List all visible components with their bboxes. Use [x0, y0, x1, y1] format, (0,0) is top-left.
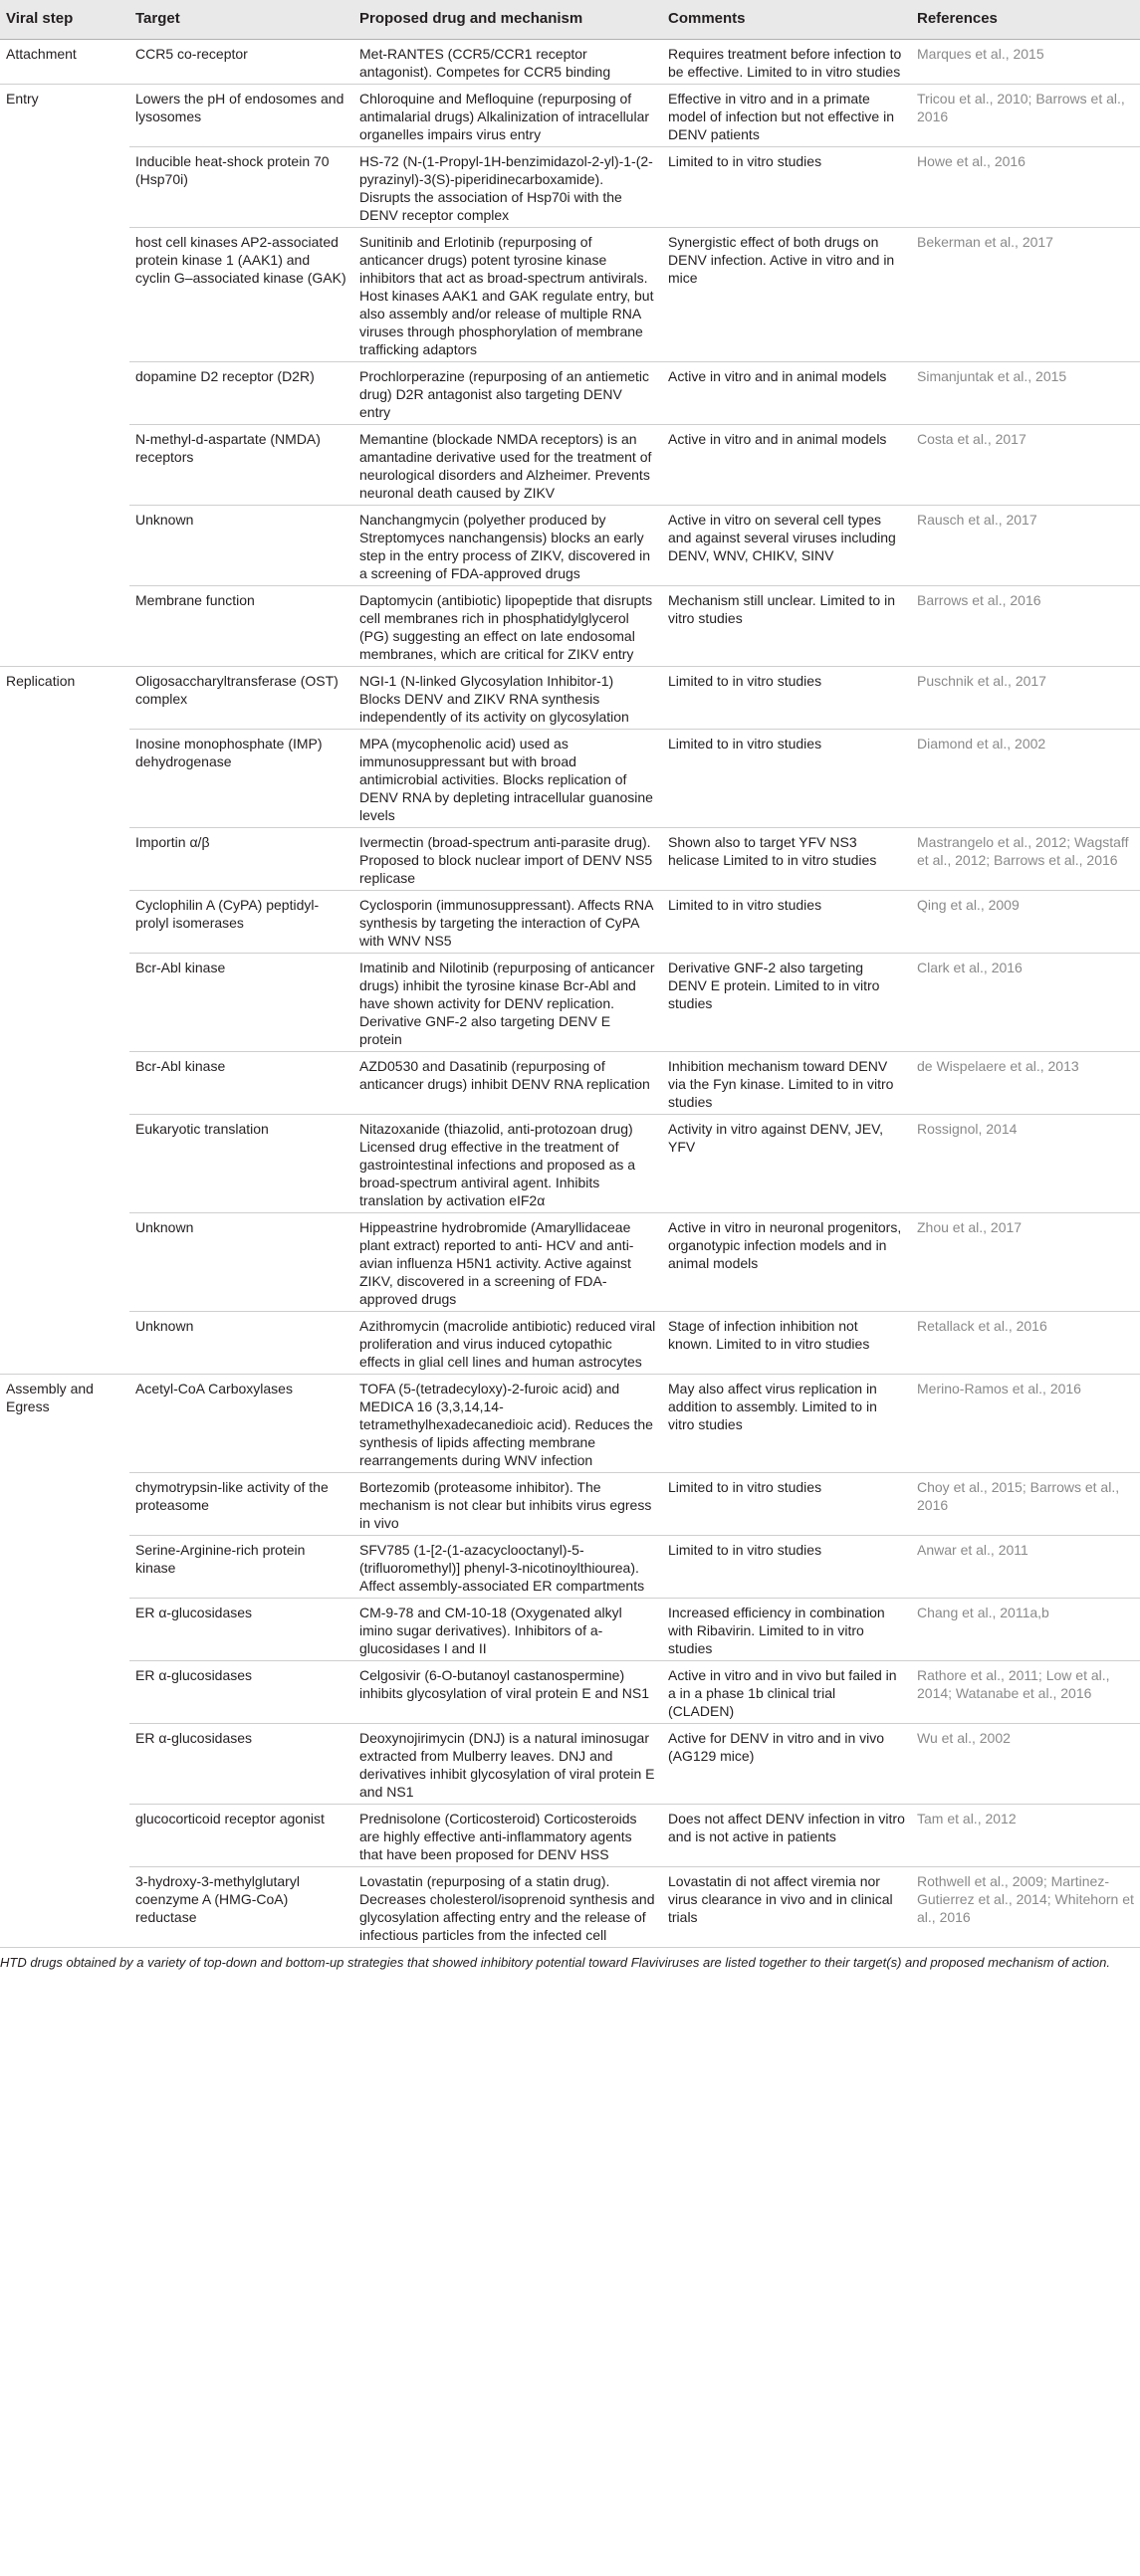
drug-cell: CM-9-78 and CM-10-18 (Oxygenated alkyl imino sugar derivatives). Inhibitors of a-glucosidases I and II — [353, 1599, 662, 1661]
header-drug: Proposed drug and mechanism — [353, 0, 662, 40]
viral-step-cell — [0, 506, 129, 586]
drug-cell: MPA (mycophenolic acid) used as immunosuppressant but with broad antimicrobial activities. Blocks replication of DENV RNA by depleting intracellular guanosine levels — [353, 730, 662, 828]
table-row — [0, 667, 1140, 730]
viral-step-cell — [0, 1661, 129, 1724]
table-row — [0, 147, 1140, 228]
drug-cell: Deoxynojirimycin (DNJ) is a natural iminosugar extracted from Mulberry leaves. DNJ and derivatives inhibit glycosylation of viral protein E and NS1 — [353, 1724, 662, 1805]
comments-cell: Does not affect DENV infection in vitro and is not active in patients — [662, 1805, 911, 1867]
references-cell: Rausch et al., 2017 — [911, 506, 1140, 586]
target-cell: Inosine monophosphate (IMP) dehydrogenase — [129, 730, 353, 828]
drug-cell: Met-RANTES (CCR5/CCR1 receptor antagonist). Competes for CCR5 binding — [353, 40, 662, 85]
viral-step-cell — [0, 425, 129, 506]
comments-cell: May also affect virus replication in addition to assembly. Limited to in vitro studies — [662, 1375, 911, 1473]
references-cell: Puschnik et al., 2017 — [911, 667, 1140, 730]
drug-cell: Lovastatin (repurposing of a statin drug). Decreases cholesterol/isoprenoid synthesis and glycosylation affecting entry and the release of infectious particles from the infected cell — [353, 1867, 662, 1948]
comments-cell: Active in vitro on several cell types and against several viruses including DENV, WNV, CHIKV, SINV — [662, 506, 911, 586]
drug-cell: TOFA (5-(tetradecyloxy)-2-furoic acid) and MEDICA 16 (3,3,14,14-tetramethylhexadecanedioic acid). Reduces the synthesis of lipids affecting membrane rearrangements during WNV infection — [353, 1375, 662, 1473]
table-row — [0, 228, 1140, 362]
table-row — [0, 730, 1140, 828]
viral-step-cell — [0, 891, 129, 954]
references-cell: Bekerman et al., 2017 — [911, 228, 1140, 362]
comments-cell: Active for DENV in vitro and in vivo (AG129 mice) — [662, 1724, 911, 1805]
drug-cell: Imatinib and Nilotinib (repurposing of anticancer drugs) inhibit the tyrosine kinase Bcr-Abl and have shown activity for DENV replication. Derivative GNF-2 also targeting DENV E protein — [353, 954, 662, 1052]
table-body — [0, 40, 1140, 1948]
drug-cell: Bortezomib (proteasome inhibitor). The mechanism is not clear but inhibits virus egress in vivo — [353, 1473, 662, 1536]
viral-step-cell — [0, 1724, 129, 1805]
viral-step-cell — [0, 228, 129, 362]
comments-cell: Limited to in vitro studies — [662, 667, 911, 730]
target-cell: CCR5 co-receptor — [129, 40, 353, 85]
references-cell: de Wispelaere et al., 2013 — [911, 1052, 1140, 1115]
viral-step-cell — [0, 586, 129, 667]
target-cell: host cell kinases AP2-associated protein kinase 1 (AAK1) and cyclin G–associated kinase (GAK) — [129, 228, 353, 362]
target-cell: Lowers the pH of endosomes and lysosomes — [129, 85, 353, 147]
viral-step-cell: Attachment — [0, 40, 129, 85]
references-cell: Zhou et al., 2017 — [911, 1213, 1140, 1312]
drug-cell: Cyclosporin (immunosuppressant). Affects RNA synthesis by targeting the interaction of CyPA with WNV NS5 — [353, 891, 662, 954]
viral-step-cell: Replication — [6, 673, 76, 689]
table-row — [0, 891, 1140, 954]
drug-cell: Nanchangmycin (polyether produced by Streptomyces nanchangensis) blocks an early step in the entry process of ZIKV, discovered in a screening of FDA-approved drugs — [353, 506, 662, 586]
comments-cell: Shown also to target YFV NS3 helicase Limited to in vitro studies — [662, 828, 911, 891]
table-row — [0, 954, 1140, 1052]
table-header-row — [0, 0, 1140, 40]
viral-step-cell: Assembly and Egress — [6, 1381, 94, 1414]
table-row — [0, 1599, 1140, 1661]
target-cell: ER α-glucosidases — [129, 1724, 353, 1805]
table-row — [0, 85, 1140, 147]
comments-cell: Increased efficiency in combination with Ribavirin. Limited to in vitro studies — [662, 1599, 911, 1661]
table-row — [0, 1536, 1140, 1599]
table-row — [0, 586, 1140, 667]
viral-step-cell — [0, 1052, 129, 1115]
table-row — [0, 1867, 1140, 1948]
comments-cell: Active in vitro and in vivo but failed in a in a phase 1b clinical trial (CLADEN) — [662, 1661, 911, 1724]
drug-cell: HS-72 (N-(1-Propyl-1H-benzimidazol-2-yl)-1-(2-pyrazinyl)-3(S)-piperidinecarboxamide). Disrupts the association of Hsp70i with the DENV receptor complex — [353, 147, 662, 228]
header-comments: Comments — [662, 0, 911, 40]
target-cell: Bcr-Abl kinase — [129, 1052, 353, 1115]
viral-step-cell — [0, 1213, 129, 1312]
references-cell: Chang et al., 2011a,b — [911, 1599, 1140, 1661]
drug-cell: SFV785 (1-[2-(1-azacyclooctanyl)-5-(trifluoromethyl)] phenyl-3-nicotinoylthiourea). Affect assembly-associated ER compartments — [353, 1536, 662, 1599]
drug-cell: Chloroquine and Mefloquine (repurposing of antimalarial drugs) Alkalinization of intracellular organelles impairs virus entry — [353, 85, 662, 147]
table-row — [0, 40, 1140, 85]
comments-cell: Active in vitro in neuronal progenitors, organotypic infection models and in animal models — [662, 1213, 911, 1312]
references-cell: Rathore et al., 2011; Low et al., 2014; Watanabe et al., 2016 — [911, 1661, 1140, 1724]
table-row — [0, 425, 1140, 506]
table-row — [0, 506, 1140, 586]
target-cell: ER α-glucosidases — [129, 1661, 353, 1724]
header-references: References — [911, 0, 1140, 40]
viral-step-cell — [0, 954, 129, 1052]
comments-cell: Limited to in vitro studies — [662, 1473, 911, 1536]
references-cell: Marques et al., 2015 — [911, 40, 1140, 85]
references-cell: Clark et al., 2016 — [911, 954, 1140, 1052]
viral-step-cell — [0, 1536, 129, 1599]
references-cell: Rothwell et al., 2009; Martinez-Gutierrez et al., 2014; Whitehorn et al., 2016 — [911, 1867, 1140, 1948]
references-cell: Tam et al., 2012 — [911, 1805, 1140, 1867]
table-caption: HTD drugs obtained by a variety of top-down and bottom-up strategies that showed inhibitory potential toward Flaviviruses are listed together to their target(s) and proposed mechanism of action. — [0, 1955, 1110, 1970]
target-cell: Unknown — [129, 506, 353, 586]
comments-cell: Mechanism still unclear. Limited to in vitro studies — [662, 586, 911, 667]
references-cell: Diamond et al., 2002 — [911, 730, 1140, 828]
viral-step-cell — [0, 1805, 129, 1867]
table-row — [0, 1312, 1140, 1375]
viral-step-cell — [0, 730, 129, 828]
comments-cell: Limited to in vitro studies — [662, 1536, 911, 1599]
target-cell: Acetyl-CoA Carboxylases — [129, 1375, 353, 1473]
references-cell: Tricou et al., 2010; Barrows et al., 2016 — [911, 85, 1140, 147]
target-cell: Importin α/β — [129, 828, 353, 891]
target-cell: Cyclophilin A (CyPA) peptidyl-prolyl isomerases — [129, 891, 353, 954]
drug-cell: Daptomycin (antibiotic) lipopeptide that disrupts cell membranes rich in phosphatidylglycerol (PG) suggesting an effect on late endosomal membranes, which are critical for ZIKV entry — [353, 586, 662, 667]
references-cell: Rossignol, 2014 — [911, 1115, 1140, 1213]
table-row — [0, 1115, 1140, 1213]
drug-cell: Memantine (blockade NMDA receptors) is an amantadine derivative used for the treatment of neurological disorders and Alzheimer. Prevents neuronal death caused by ZIKV — [353, 425, 662, 506]
comments-cell: Synergistic effect of both drugs on DENV infection. Active in vitro and in mice — [662, 228, 911, 362]
target-cell: Unknown — [129, 1213, 353, 1312]
references-cell: Simanjuntak et al., 2015 — [911, 362, 1140, 425]
target-cell: chymotrypsin-like activity of the proteasome — [129, 1473, 353, 1536]
target-cell: Inducible heat-shock protein 70 (Hsp70i) — [129, 147, 353, 228]
references-cell: Barrows et al., 2016 — [911, 586, 1140, 667]
drug-cell: Nitazoxanide (thiazolid, anti-protozoan drug) Licensed drug effective in the treatment of gastrointestinal infections and proposed as a broad-spectrum antiviral agent. Inhibits translation by activation eIF2α — [353, 1115, 662, 1213]
viral-step-cell — [0, 1115, 129, 1213]
references-cell: Merino-Ramos et al., 2016 — [911, 1375, 1140, 1473]
viral-step-cell — [0, 362, 129, 425]
viral-step-cell — [0, 1473, 129, 1536]
viral-step-cell — [0, 1599, 129, 1661]
target-cell: Unknown — [129, 1312, 353, 1375]
references-cell: Retallack et al., 2016 — [911, 1312, 1140, 1375]
header-viral-step: Viral step — [0, 0, 129, 40]
target-cell: Bcr-Abl kinase — [129, 954, 353, 1052]
comments-cell: Inhibition mechanism toward DENV via the Fyn kinase. Limited to in vitro studies — [662, 1052, 911, 1115]
comments-cell: Effective in vitro and in a primate model of infection but not effective in DENV patients — [662, 85, 911, 147]
comments-cell: Limited to in vitro studies — [662, 147, 911, 228]
drug-cell: Prochlorperazine (repurposing of an antiemetic drug) D2R antagonist also targeting DENV entry — [353, 362, 662, 425]
comments-cell: Derivative GNF-2 also targeting DENV E protein. Limited to in vitro studies — [662, 954, 911, 1052]
viral-step-cell — [0, 1312, 129, 1375]
comments-cell: Activity in vitro against DENV, JEV, YFV — [662, 1115, 911, 1213]
table-row — [0, 1661, 1140, 1724]
table-row — [0, 362, 1140, 425]
table-row — [0, 1805, 1140, 1867]
table-row — [0, 1473, 1140, 1536]
viral-step-cell — [0, 1867, 129, 1948]
table-row — [0, 1052, 1140, 1115]
viral-step-cell — [0, 147, 129, 228]
references-cell: Costa et al., 2017 — [911, 425, 1140, 506]
drug-cell: Sunitinib and Erlotinib (repurposing of anticancer drugs) potent tyrosine kinase inhibitors that act as broad-spectrum antivirals. Host kinases AAK1 and GAK regulate entry, but also assembly and/or release of multiple RNA viruses through phosphorylation of membrane trafficking adaptors — [353, 228, 662, 362]
target-cell: N-methyl-d-aspartate (NMDA) receptors — [129, 425, 353, 506]
references-cell: Qing et al., 2009 — [911, 891, 1140, 954]
target-cell: Oligosaccharyltransferase (OST) complex — [129, 667, 353, 730]
drug-cell: Azithromycin (macrolide antibiotic) reduced viral proliferation and virus induced cytopathic effects in glial cell lines and human astrocytes — [353, 1312, 662, 1375]
target-cell: ER α-glucosidases — [129, 1599, 353, 1661]
drug-cell: AZD0530 and Dasatinib (repurposing of anticancer drugs) inhibit DENV RNA replication — [353, 1052, 662, 1115]
references-cell: Choy et al., 2015; Barrows et al., 2016 — [911, 1473, 1140, 1536]
drug-cell: Prednisolone (Corticosteroid) Corticosteroids are highly effective anti-inflammatory agents that have been proposed for DENV HSS — [353, 1805, 662, 1867]
table-row — [0, 828, 1140, 891]
comments-cell: Active in vitro and in animal models — [662, 425, 911, 506]
drug-cell: Celgosivir (6-O-butanoyl castanospermine) inhibits glycosylation of viral protein E and NS1 — [353, 1661, 662, 1724]
comments-cell: Limited to in vitro studies — [662, 730, 911, 828]
drug-cell: Hippeastrine hydrobromide (Amaryllidaceae plant extract) reported to anti- HCV and anti-avian influenza H5N1 activity. Active against ZIKV, discovered in a screening of FDA-approved drugs — [353, 1213, 662, 1312]
table-row — [0, 1724, 1140, 1805]
comments-cell: Limited to in vitro studies — [662, 891, 911, 954]
references-cell: Wu et al., 2002 — [911, 1724, 1140, 1805]
viral-step-cell: Entry — [6, 91, 39, 107]
target-cell: dopamine D2 receptor (D2R) — [129, 362, 353, 425]
comments-cell: Stage of infection inhibition not known. Limited to in vitro studies — [662, 1312, 911, 1375]
target-cell: glucocorticoid receptor agonist — [129, 1805, 353, 1867]
drug-cell: Ivermectin (broad-spectrum anti-parasite drug). Proposed to block nuclear import of DENV NS5 replicase — [353, 828, 662, 891]
target-cell: 3-hydroxy-3-methylglutaryl coenzyme A (HMG-CoA) reductase — [129, 1867, 353, 1948]
target-cell: Serine-Arginine-rich protein kinase — [129, 1536, 353, 1599]
viral-step-cell — [0, 828, 129, 891]
table-row — [0, 1213, 1140, 1312]
header-target: Target — [129, 0, 353, 40]
target-cell: Eukaryotic translation — [129, 1115, 353, 1213]
references-cell: Mastrangelo et al., 2012; Wagstaff et al., 2012; Barrows et al., 2016 — [911, 828, 1140, 891]
references-cell: Howe et al., 2016 — [911, 147, 1140, 228]
comments-cell: Active in vitro and in animal models — [662, 362, 911, 425]
target-cell: Membrane function — [129, 586, 353, 667]
comments-cell: Requires treatment before infection to be effective. Limited to in vitro studies — [662, 40, 911, 85]
comments-cell: Lovastatin di not affect viremia nor virus clearance in vivo and in clinical trials — [662, 1867, 911, 1948]
table-row — [0, 1375, 1140, 1473]
references-cell: Anwar et al., 2011 — [911, 1536, 1140, 1599]
drug-cell: NGI-1 (N-linked Glycosylation Inhibitor-1) Blocks DENV and ZIKV RNA synthesis independently of its activity on glycosylation — [353, 667, 662, 730]
